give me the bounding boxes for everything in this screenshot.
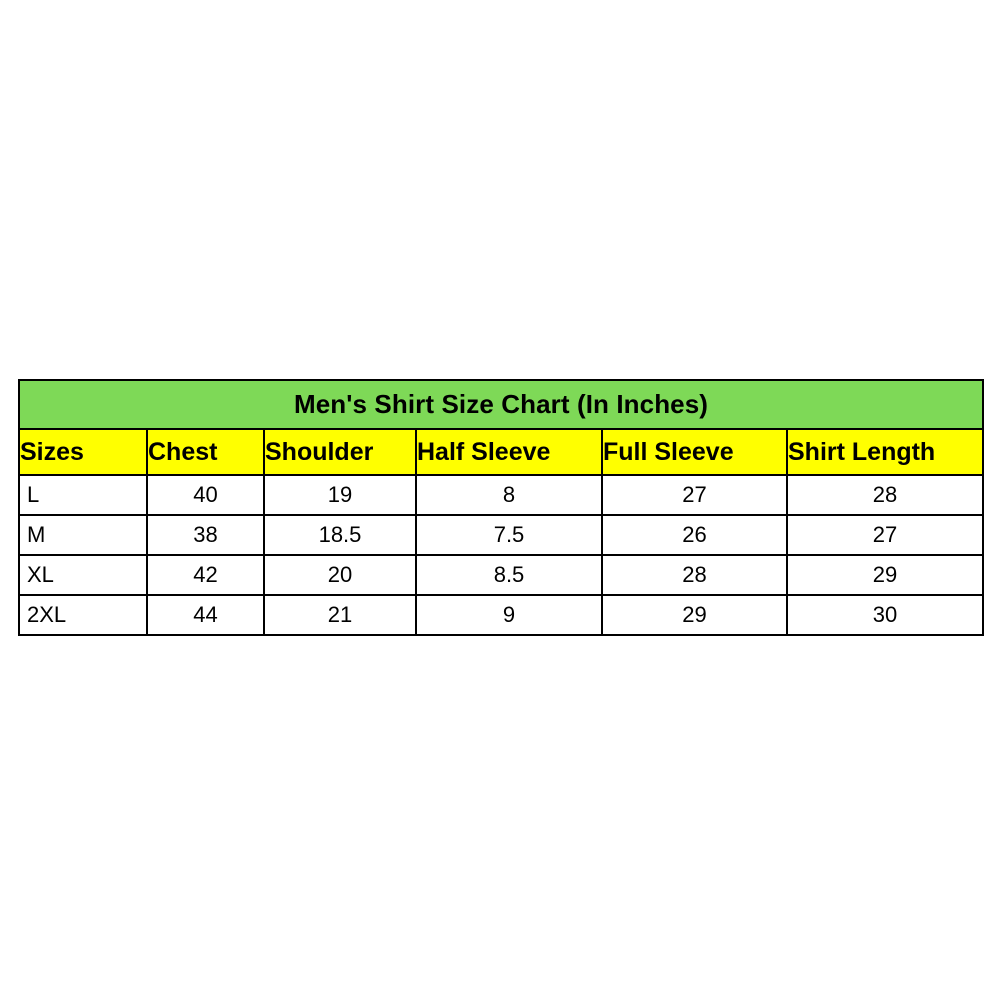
column-header-half-sleeve: Half Sleeve <box>416 429 602 475</box>
cell-shoulder: 18.5 <box>264 515 416 555</box>
cell-size: XL <box>19 555 147 595</box>
column-header-sizes: Sizes <box>19 429 147 475</box>
column-header-shoulder: Shoulder <box>264 429 416 475</box>
cell-chest: 40 <box>147 475 264 515</box>
cell-shirt-length: 28 <box>787 475 983 515</box>
cell-chest: 42 <box>147 555 264 595</box>
cell-full-sleeve: 27 <box>602 475 787 515</box>
cell-half-sleeve: 8 <box>416 475 602 515</box>
cell-shirt-length: 27 <box>787 515 983 555</box>
table-row <box>19 515 983 555</box>
column-header-chest: Chest <box>147 429 264 475</box>
cell-full-sleeve: 29 <box>602 595 787 635</box>
chart-title: Men's Shirt Size Chart (In Inches) <box>19 380 983 429</box>
cell-full-sleeve: 28 <box>602 555 787 595</box>
cell-size: L <box>19 475 147 515</box>
cell-shirt-length: 29 <box>787 555 983 595</box>
table-title-row <box>19 380 983 429</box>
column-header-shirt-length: Shirt Length <box>787 429 983 475</box>
cell-size: 2XL <box>19 595 147 635</box>
cell-size: M <box>19 515 147 555</box>
cell-chest: 38 <box>147 515 264 555</box>
cell-chest: 44 <box>147 595 264 635</box>
cell-half-sleeve: 9 <box>416 595 602 635</box>
size-chart-container <box>18 379 982 636</box>
table-row <box>19 475 983 515</box>
table-header-row <box>19 429 983 475</box>
cell-shoulder: 21 <box>264 595 416 635</box>
cell-shoulder: 20 <box>264 555 416 595</box>
table-row <box>19 595 983 635</box>
cell-shirt-length: 30 <box>787 595 983 635</box>
cell-half-sleeve: 8.5 <box>416 555 602 595</box>
column-header-full-sleeve: Full Sleeve <box>602 429 787 475</box>
cell-full-sleeve: 26 <box>602 515 787 555</box>
size-chart-table <box>18 379 984 636</box>
cell-shoulder: 19 <box>264 475 416 515</box>
table-row <box>19 555 983 595</box>
cell-half-sleeve: 7.5 <box>416 515 602 555</box>
